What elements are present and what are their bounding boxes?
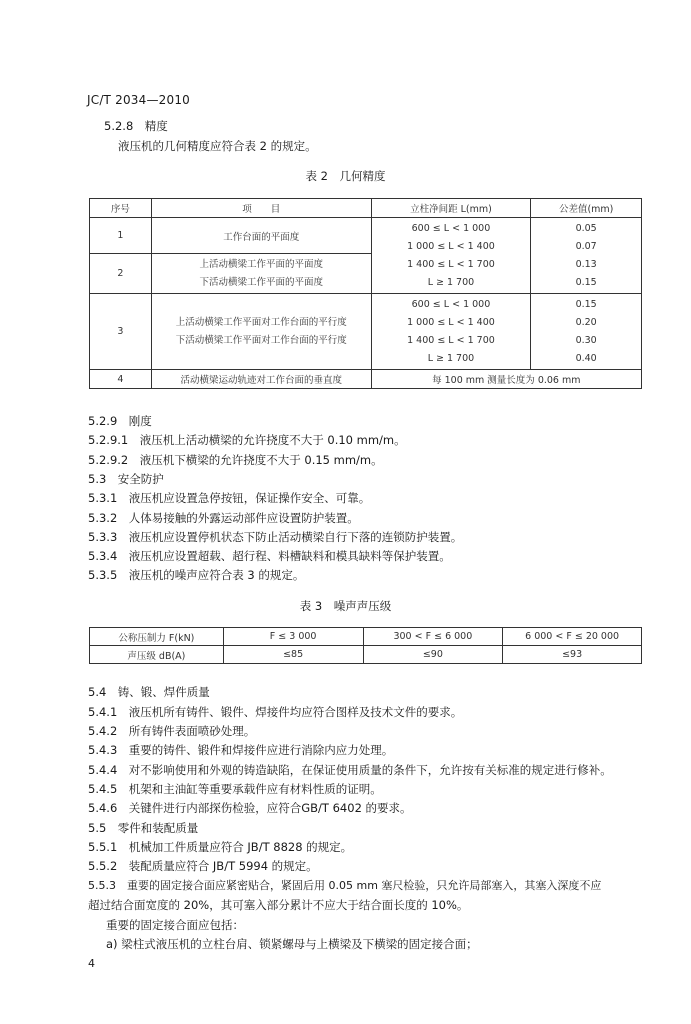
table2-header-row	[90, 199, 642, 218]
table2-header-item: 项 目	[151, 199, 371, 218]
tolerance-cell: 0.40	[575, 352, 597, 364]
table2-header-range: 立柱净间距 L(mm)	[371, 199, 531, 218]
table3-cell: ≤85	[223, 646, 363, 664]
table2-rows12-tolerance	[531, 218, 642, 294]
section-5-5: 5.5 零件和装配质量	[88, 821, 199, 835]
item-line: 下活动横梁工作平面对工作台面的平行度	[175, 334, 347, 346]
table2-row4-no: 4	[90, 370, 152, 389]
tolerance-cell: 0.13	[575, 258, 597, 270]
section-5-5-3-line4: a) 梁柱式液压机的立柱台肩、锁紧螺母与上横梁及下横梁的固定接合面；	[106, 937, 478, 951]
range-cell: L ≥ 1 700	[427, 352, 475, 364]
section-5-4: 5.4 铸、锻、焊件质量	[88, 685, 210, 699]
tolerance-cell: 0.30	[575, 334, 597, 346]
table3-cell: ≤90	[363, 646, 503, 664]
table3-cell: ≤93	[503, 646, 642, 664]
table2-row1-no: 1	[90, 218, 152, 254]
tolerance-cell: 0.15	[575, 298, 597, 310]
section-5-3: 5.3 安全防护	[88, 472, 164, 486]
item-line: 上活动横梁工作平面对工作台面的平行度	[175, 316, 347, 328]
section-5-5-2: 5.5.2 装配质量应符合 JB/T 5994 的规定。	[88, 859, 318, 873]
range-cell: 600 ≤ L < 1 000	[411, 222, 491, 234]
section-5-3-2: 5.3.2 人体易接触的外露运动部件应设置防护装置。	[88, 511, 359, 525]
table2-row4-item: 活动横梁运动轨迹对工作台面的垂直度	[151, 370, 371, 389]
section-5-2-8-text: 液压机的几何精度应符合表 2 的规定。	[118, 139, 317, 153]
range-cell: L ≥ 1 700	[427, 276, 475, 288]
section-5-4-1: 5.4.1 液压机所有铸件、锻件、焊接件均应符合图样及技术文件的要求。	[88, 705, 463, 719]
range-cell: 600 ≤ L < 1 000	[411, 298, 491, 310]
table2-rows12-range	[371, 218, 531, 294]
table2-row4-value: 每 100 mm 测量长度为 0.06 mm	[371, 370, 641, 389]
section-5-2-9-1: 5.2.9.1 液压机上活动横梁的允许挠度不大于 0.10 mm/m。	[88, 433, 406, 447]
section-5-4-3: 5.4.3 重要的铸件、锻件和焊接件应进行消除内应力处理。	[88, 743, 394, 757]
table3-row	[90, 646, 642, 664]
section-5-3-5: 5.3.5 液压机的噪声应符合表 3 的规定。	[88, 568, 305, 582]
tolerance-cell: 0.05	[575, 222, 597, 234]
table2-row3-items	[151, 294, 371, 370]
section-5-5-3-line3: 重要的固定接合面应包括：	[106, 918, 244, 932]
table3-cell: 300 < F ≤ 6 000	[363, 628, 503, 646]
range-cell: 1 000 ≤ L < 1 400	[407, 240, 495, 252]
section-5-2-9-2: 5.2.9.2 液压机下横梁的允许挠度不大于 0.15 mm/m。	[88, 453, 383, 467]
section-5-4-6: 5.4.6 关键件进行内部探伤检验，应符合GB/T 6402 的要求。	[88, 801, 412, 815]
item-line: 下活动横梁工作平面的平面度	[199, 276, 323, 288]
table2-row3-no: 3	[90, 294, 152, 370]
tolerance-cell: 0.07	[575, 240, 597, 252]
table2-header-no: 序号	[90, 199, 152, 218]
table3-cell: 公称压制力 F(kN)	[90, 628, 224, 646]
range-cell: 1 400 ≤ L < 1 700	[407, 258, 495, 270]
geometric-accuracy-table	[89, 198, 642, 389]
table3-row	[90, 628, 642, 646]
table2-row	[90, 294, 642, 370]
section-5-2-9: 5.2.9 刚度	[88, 414, 152, 428]
section-5-5-3-line2: 超过结合面宽度的 20%，其可塞入部分累计不应大于结合面长度的 10%。	[88, 898, 469, 912]
table2-row1-item: 工作台面的平面度	[151, 218, 371, 254]
noise-level-table	[89, 627, 642, 664]
section-5-2-8-title: 5.2.8 精度	[104, 119, 168, 133]
tolerance-cell: 0.20	[575, 316, 597, 328]
table2-row2-no: 2	[90, 254, 152, 294]
table3-caption: 表 3 噪声声压级	[299, 599, 392, 613]
document-header: JC/T 2034—2010	[87, 93, 190, 107]
section-5-5-1: 5.5.1 机械加工件质量应符合 JB/T 8828 的规定。	[88, 840, 353, 854]
table2-row3-range	[371, 294, 531, 370]
item-line: 上活动横梁工作平面的平面度	[199, 258, 323, 270]
table3-cell: F ≤ 3 000	[223, 628, 363, 646]
section-5-4-2: 5.4.2 所有铸件表面喷砂处理。	[88, 724, 256, 738]
range-cell: 1 400 ≤ L < 1 700	[407, 334, 495, 346]
table3-cell: 6 000 < F ≤ 20 000	[503, 628, 642, 646]
table2-header-tolerance: 公差值(mm)	[531, 199, 642, 218]
table2-row2-items	[151, 254, 371, 294]
section-5-4-4: 5.4.4 对不影响使用和外观的铸造缺陷，在保证使用质量的条件下，允许按有关标准的规定进行修补。	[88, 763, 612, 777]
section-5-3-1: 5.3.1 液压机应设置急停按钮，保证操作安全、可靠。	[88, 491, 371, 505]
section-5-3-3: 5.3.3 液压机应设置停机状态下防止活动横梁自行下落的连锁防护装置。	[88, 530, 463, 544]
page-number: 4	[88, 957, 95, 970]
section-5-3-4: 5.3.4 液压机应设置超载、超行程、料槽缺料和模具缺料等保护装置。	[88, 549, 451, 563]
section-5-4-5: 5.4.5 机架和主油缸等重要承载件应有材料性质的证明。	[88, 782, 382, 796]
tolerance-cell: 0.15	[575, 276, 597, 288]
section-5-5-3-line1: 5.5.3 重要的固定接合面应紧密贴合，紧固后用 0.05 mm 塞尺检验，只允许局部塞入，其塞入深度不应	[88, 879, 602, 892]
table2-row	[90, 370, 642, 389]
table2-row	[90, 218, 642, 254]
table2-caption: 表 2 几何精度	[305, 169, 386, 183]
table2-row3-tolerance	[531, 294, 642, 370]
table3-cell: 声压级 dB(A)	[90, 646, 224, 664]
range-cell: 1 000 ≤ L < 1 400	[407, 316, 495, 328]
